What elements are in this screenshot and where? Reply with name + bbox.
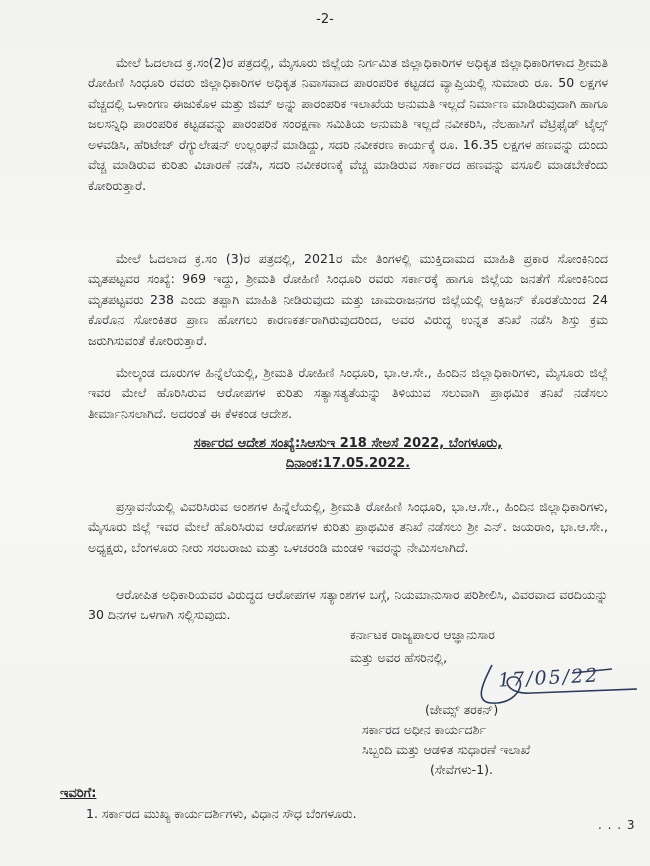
signature-authority-line-2: ಮತ್ತು ಅವರ ಹೆಸರಿನಲ್ಲಿ, (350, 650, 448, 665)
signatory-section: (ಸೇವೆಗಳು-1). (430, 762, 493, 777)
handwritten-date: 17/05/22 (497, 664, 600, 692)
signature-authority-line-1: ಕರ್ನಾಟಕ ರಾಜ್ಯಪಾಲರ ಆಜ್ಞಾನುಸಾರ (350, 627, 495, 642)
cc-recipient-1: 1. ಸರ್ಕಾರದ ಮುಖ್ಯ ಕಾರ್ಯದರ್ಶಿಗಳು, ವಿಧಾನ ಸೌಧ ಬೆಂಗಳೂರು. (86, 806, 357, 821)
paragraph-report-instruction: ಆರೋಪಿತ ಅಧಿಕಾರಿಯವರ ವಿರುದ್ಧದ ಆರೋಪಗಳ ಸತ್ಯಾಂಶಗಳ ಬಗ್ಗೆ, ನಿಯಮಾನುಸಾರ ಪರಿಶೀಲಿಸಿ, ವಿವರವಾದ ವರದಿಯನ್ನು 30 ದಿನಗಳ ಒಳಗಾಗಿ ಸಲ್ಲಿಸುವುದು. (88, 586, 608, 623)
signatory-department: ಸಿಬ್ಬಂದಿ ಮತ್ತು ಆಡಳಿತ ಸುಧಾರಣೆ ಇಲಾಖೆ (362, 742, 531, 757)
signatory-name: (ಜೇಮ್ಸ್ ತರಕನ್) (425, 702, 499, 717)
paragraph-decision: ಮೇಲ್ಕಂಡ ದೂರುಗಳ ಹಿನ್ನೆಲೆಯಲ್ಲಿ, ಶ್ರೀಮತಿ ರೋಹಿಣಿ ಸಿಂಧೂರಿ, ಭಾ.ಆ.ಸೇ., ಹಿಂದಿನ ಜಿಲ್ಲಾಧಿಕಾರಿಗಳು, ಮೈಸೂರು ಜಿಲ್ಲೆ ಇವರ ಮೇಲೆ ಹೊರಿಸಿರುವ ಆರೋಪಗಳ ಕುರಿತು ಸತ್ಯಾಸತ್ಯತೆಯನ್ನು ತಿಳಿಯುವ ಸಲುವಾಗಿ ಪ್ರಾಥಮಿಕ ತನಿಖೆ ನಡೆಸಲು ತೀರ್ಮಾನಿಸಲಾಗಿದೆ. ಅದರಂತೆ ಈ ಕೆಳಕಂಡ ಆದೇಶ. (88, 364, 608, 421)
page-number: -2- (316, 12, 334, 27)
order-date: ದಿನಾಂಕ:17.05.2022. (285, 456, 411, 471)
cc-label: ಇವರಿಗೆ: (60, 786, 97, 801)
continuation-marker: . . . 3 (598, 818, 636, 832)
paragraph-appointment: ಪ್ರಸ್ತಾವನೆಯಲ್ಲಿ ವಿವರಿಸಿರುವ ಅಂಶಗಳ ಹಿನ್ನೆಲೆಯಲ್ಲಿ, ಶ್ರೀಮತಿ ರೋಹಿಣಿ ಸಿಂಧೂರಿ, ಭಾ.ಆ.ಸೇ., ಹಿಂದಿನ ಜಿಲ್ಲಾಧಿಕಾರಿಗಳು, ಮೈಸೂರು ಜಿಲ್ಲೆ ಇವರ ಮೇಲೆ ಹೊರಿಸಿರುವ ಆರೋಪಗಳ ಕುರಿತು ಪ್ರಾಥಮಿಕ ತನಿಖೆ ನಡೆಸಲು ಶ್ರೀ ಎನ್. ಜಯರಾಂ, ಭಾ.ಆ.ಸೇ., ಅಧ್ಯಕ್ಷರು, ಬೆಂಗಳೂರು ನೀರು ಸರಬರಾಜು ಮತ್ತು ಒಳಚರಂಡಿ ಮಂಡಳಿ ಇವರನ್ನು ನೇಮಿಸಲಾಗಿದೆ. (88, 498, 608, 555)
order-number: ಸರ್ಕಾರದ ಆದೇಶ ಸಂಖ್ಯೆ:ಸಿಆಸುಇ 218 ಸೇಅಸೆ 2022, ಬೆಂಗಳೂರು, (193, 436, 503, 451)
paragraph-complaint-2: ಮೇಲೆ ಓದಲಾದ ಕ್ರ.ಸಂ (3)ರ ಪತ್ರದಲ್ಲಿ, 2021ರ ಮೇ ತಿಂಗಳಲ್ಲಿ ಮುಕ್ತಿದಾಮದ ಮಾಹಿತಿ ಪ್ರಕಾರ ಸೋಂಕಿನಿಂದ ಮೃತಪಟ್ಟವರ ಸಂಖ್ಯೆ: 969 ಇದ್ದು, ಶ್ರೀಮತಿ ರೋಹಿಣಿ ಸಿಂಧೂರಿ ರವರು ಸರ್ಕಾರಕ್ಕೆ ಹಾಗೂ ಜಿಲ್ಲೆಯ ಜನತೆಗೆ ಸೋಂಕಿನಿಂದ ಮೃತಪಟ್ಟವರು 238 ಎಂದು ತಪ್ಪಾಗಿ ಮಾಹಿತಿ ನೀಡಿರುವುದು ಮತ್ತು ಚಾಮರಾಜನಗರ ಜಿಲ್ಲೆಯಲ್ಲಿ ಆಕ್ಸಿಜನ್ ಕೊರತೆಯಿಂದ 24 ಕೊರೊನ ಸೋಂಕಿತರ ಪ್ರಾಣ ಹೋಗಲು ಕಾರಣಕರ್ತರಾಗಿರುವುದರಿಂದ, ಅವರ ವಿರುದ್ಧ ಉನ್ನತ ತನಿಖೆ ನಡೆಸಿ ಶಿಸ್ತು ಕ್ರಮ ಜರುಗಿಸುವಂತೆ ಕೋರಿರುತ್ತಾರೆ. (88, 250, 608, 348)
order-heading (88, 434, 608, 474)
paragraph-complaint-1: ಮೇಲೆ ಓದಲಾದ ಕ್ರ.ಸಂ(2)ರ ಪತ್ರದಲ್ಲಿ, ಮೈಸೂರು ಜಿಲ್ಲೆಯ ನಿರ್ಗಮಿತ ಜಿಲ್ಲಾಧಿಕಾರಿಗಳ ಅಧಿಕೃತ ಜಿಲ್ಲಾಧಿಕಾರಿಗಳಾದ ಶ್ರೀಮತಿ ರೋಹಿಣಿ ಸಿಂಧೂರಿ ರವರು ಜಿಲ್ಲಾಧಿಕಾರಿಗಳ ಅಧಿಕೃತ ನಿವಾಸವಾದ ಪಾರಂಪರಿಕ ಕಟ್ಟಡದ ವ್ಯಾಪ್ತಿಯಲ್ಲಿ ಸುಮಾರು ರೂ. 50 ಲಕ್ಷಗಳ ವೆಚ್ಚದಲ್ಲಿ ಒಳಾಂಗಣ ಈಜುಕೊಳ ಮತ್ತು ಜಿಮ್ ಅನ್ನು ಪಾರಂಪರಿಕ ಇಲಾಖೆಯ ಅನುಮತಿ ಇಲ್ಲದೆ ನಿರ್ಮಾಣ ಮಾಡಿರುವುದಾಗಿ ಹಾಗೂ ಜಲಸನ್ನಿಧಿ ಪಾರಂಪರಿಕ ಕಟ್ಟಡವನ್ನು ಪಾರಂಪರಿಕ ಸಂರಕ್ಷಣಾ ಸಮಿತಿಯ ಅನುಮತಿ ಇಲ್ಲದೆ ನವೀಕರಿಸಿ, ನೆಲಹಾಸಿಗೆ ವೆಟ್ರಿಫೈಡ್ ಟೈಲ್ಸ್ ಅಳವಡಿಸಿ, ಹೆರಿಟೇಜ್ ರೆಗ್ಯುಲೇಷನ್ ಉಲ್ಲಂಘನೆ ಮಾಡಿದ್ದು, ಸದರಿ ನವೀಕರಣ ಕಾರ್ಯಕ್ಕೆ ರೂ. 16.35 ಲಕ್ಷಗಳ ಹಣವನ್ನು ದುಂದು ವೆಚ್ಚ ಮಾಡಿರುವ ಕುರಿತು ವಿಚಾರಣೆ ನಡೆಸಿ, ಸದರಿ ನವೀಕರಣಕ್ಕೆ ವೆಚ್ಚ ಮಾಡಿರುವ ಸರ್ಕಾರದ ಹಣವನ್ನು ವಸೂಲಿ ಮಾಡಬೇಕೆಂದು ಕೋರಿರುತ್ತಾರೆ. (88, 54, 608, 194)
signatory-designation: ಸರ್ಕಾರದ ಅಧೀನ ಕಾರ್ಯದರ್ಶಿ (362, 722, 486, 737)
